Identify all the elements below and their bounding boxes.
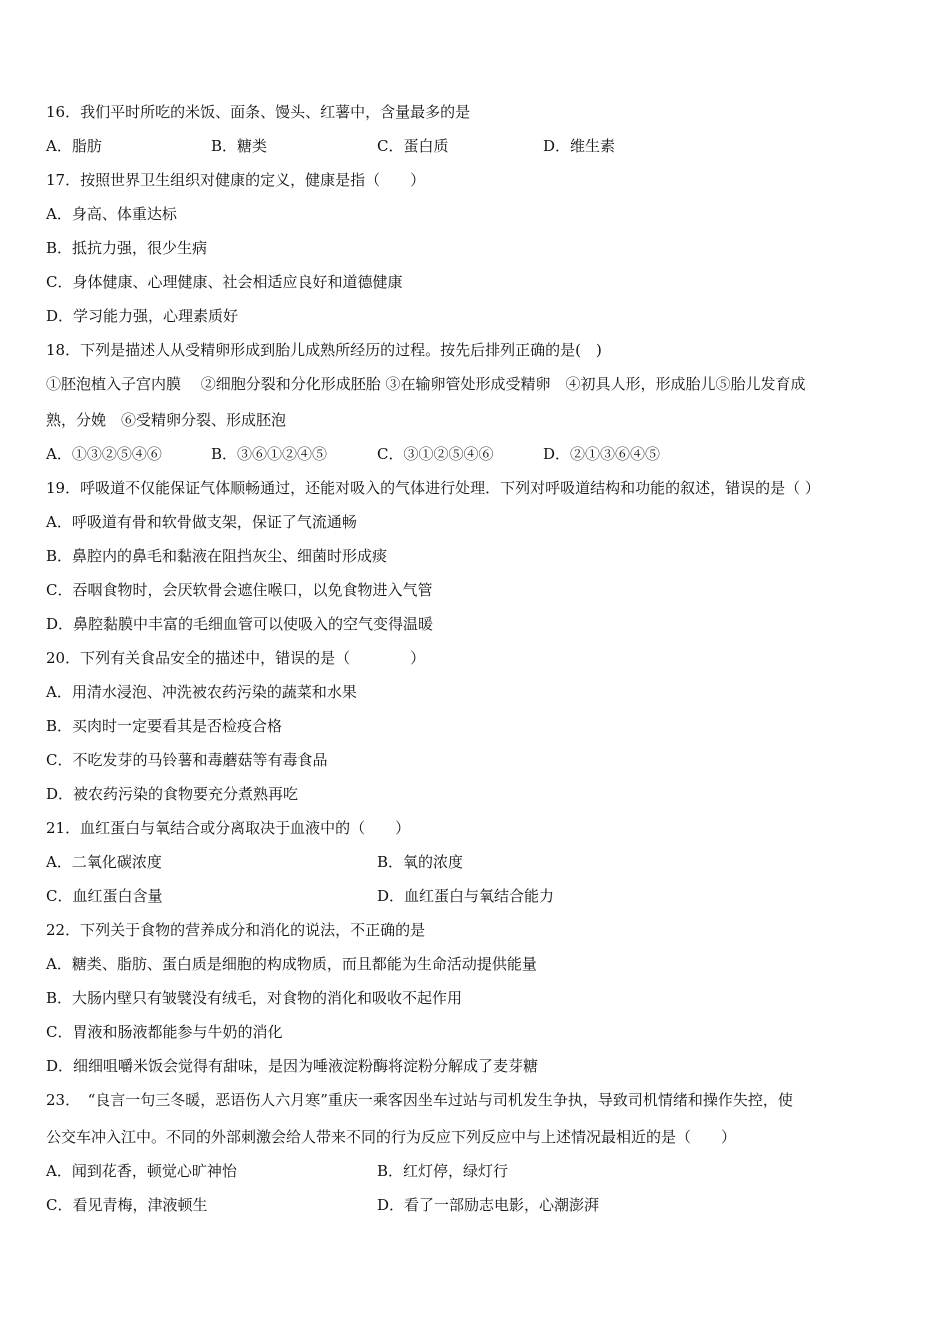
question-23-stem: 23． “良言一句三冬暖，恶语伤人六月寒”重庆一乘客因坐车过站与司机发生争执，导致司机情绪和操作失控，使 [46, 1091, 793, 1109]
question-23-stem-cont: 公交车冲入江中。不同的外部刺激会给人带来不同的行为反应下列反应中与上述情况最相近的是（ ） [46, 1128, 737, 1146]
option-a: A．呼吸道有骨和软骨做支架，保证了气流通畅 [46, 513, 357, 531]
option-b: B．③⑥①②④⑤ [211, 445, 328, 463]
option-b: B．大肠内壁只有皱襞没有绒毛，对食物的消化和吸收不起作用 [46, 989, 463, 1007]
option-d: D．②①③⑥④⑤ [543, 445, 661, 463]
option-d: D．细细咀嚼米饭会觉得有甜味，是因为唾液淀粉酶将淀粉分解成了麦芽糖 [46, 1057, 539, 1075]
question-16-options [46, 136, 916, 156]
option-d: D．维生素 [543, 137, 616, 155]
option-d: D．看了一部励志电影，心潮澎湃 [377, 1196, 600, 1214]
option-b: B．糖类 [211, 137, 268, 155]
option-a: A．用清水浸泡、冲洗被农药污染的蔬菜和水果 [46, 683, 357, 701]
option-b: B．红灯停，绿灯行 [377, 1162, 509, 1180]
option-c: C．胃液和肠液都能参与牛奶的消化 [46, 1023, 283, 1041]
option-b: B．买肉时一定要看其是否检疫合格 [46, 717, 283, 735]
option-a: A．①③②⑤④⑥ [46, 445, 162, 463]
option-b: B．鼻腔内的鼻毛和黏液在阻挡灰尘、细菌时形成痰 [46, 547, 388, 565]
option-d: D．鼻腔黏膜中丰富的毛细血管可以使吸入的空气变得温暖 [46, 615, 434, 633]
question-18-options [46, 444, 916, 464]
question-16-stem: 16．我们平时所吃的米饭、面条、馒头、红薯中，含量最多的是 [46, 103, 471, 121]
option-c: C．③①②⑤④⑥ [377, 445, 494, 463]
question-23-options-row2 [46, 1195, 916, 1215]
question-19-stem: 19．呼吸道不仅能保证气体顺畅通过，还能对吸入的气体进行处理．下列对呼吸道结构和功能的叙述，错误的是（ ） [46, 479, 820, 497]
option-a: A．糖类、脂肪、蛋白质是细胞的构成物质，而且都能为生命活动提供能量 [46, 955, 537, 973]
question-18-items-cont: 熟，分娩 ⑥受精卵分裂、形成胚泡 [46, 411, 287, 429]
option-a: A．二氧化碳浓度 [46, 853, 162, 871]
option-c: C．看见青梅，津液顿生 [46, 1196, 208, 1214]
option-b: B．抵抗力强，很少生病 [46, 239, 208, 257]
question-21-options-row2 [46, 886, 916, 906]
option-c: C．吞咽食物时，会厌软骨会遮住喉口，以免食物进入气管 [46, 581, 433, 599]
question-23-options-row1 [46, 1161, 916, 1181]
option-a: A．闻到花香，顿觉心旷神怡 [46, 1162, 237, 1180]
option-d: D．学习能力强，心理素质好 [46, 307, 239, 325]
question-18-stem: 18．下列是描述人从受精卵形成到胎儿成熟所经历的过程。按先后排列正确的是( ) [46, 341, 602, 359]
question-21-options-row1 [46, 852, 916, 872]
option-c: C．蛋白质 [377, 137, 449, 155]
option-d: D．血红蛋白与氧结合能力 [377, 887, 555, 905]
option-a: A．脂肪 [46, 137, 102, 155]
question-18-items: ①胚泡植入子宫内膜 ②细胞分裂和分化形成胚胎 ③在输卵管处形成受精卵 ④初具人形，形成胎儿⑤胎儿发育成 [46, 375, 806, 393]
option-a: A．身高、体重达标 [46, 205, 177, 223]
option-c: C．身体健康、心理健康、社会相适应良好和道德健康 [46, 273, 403, 291]
option-c: C．不吃发芽的马铃薯和毒蘑菇等有毒食品 [46, 751, 328, 769]
option-b: B．氧的浓度 [377, 853, 464, 871]
question-17-stem: 17．按照世界卫生组织对健康的定义，健康是指（ ） [46, 171, 426, 189]
question-22-stem: 22．下列关于食物的营养成分和消化的说法，不正确的是 [46, 921, 426, 939]
question-21-stem: 21．血红蛋白与氧结合或分离取决于血液中的（ ） [46, 819, 411, 837]
question-20-stem: 20．下列有关食品安全的描述中，错误的是（ ） [46, 649, 426, 667]
option-d: D．被农药污染的食物要充分煮熟再吃 [46, 785, 299, 803]
option-c: C．血红蛋白含量 [46, 887, 163, 905]
